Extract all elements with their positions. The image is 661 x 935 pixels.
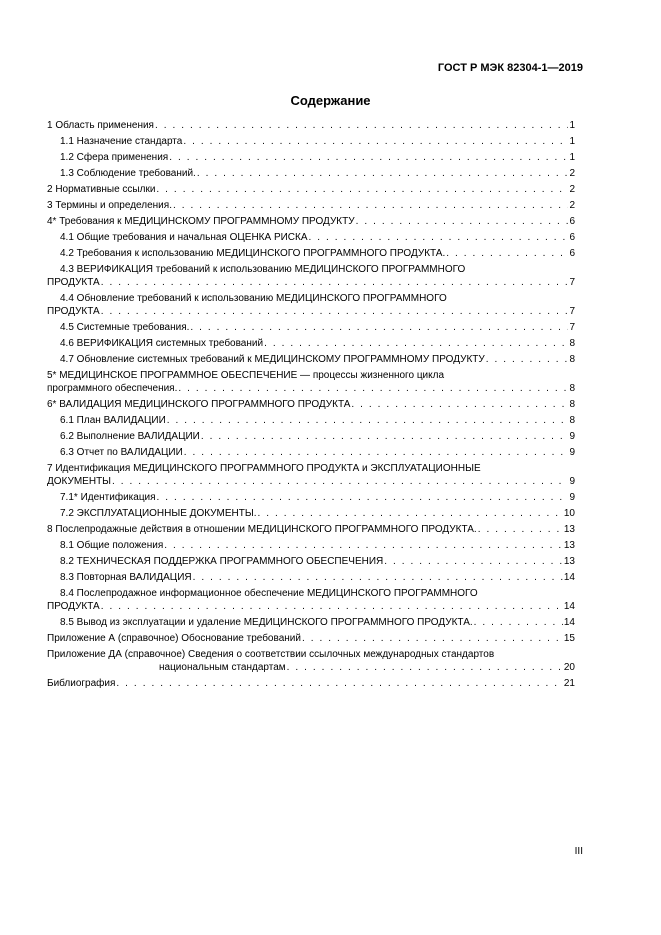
toc-entry[interactable]: 6.2 Выполнение ВАЛИДАЦИИ . . . 9 — [47, 430, 575, 443]
toc-page-number: 7 — [569, 322, 575, 333]
toc-entry[interactable]: 1.2 Сфера применения . . . 1 — [47, 151, 575, 164]
toc-page-number: 2 — [569, 184, 575, 195]
toc-page-number: 8 — [569, 383, 575, 394]
toc-entry[interactable]: Приложение ДА (справочное) Сведения о соответствии ссылочных международных стандартов национальным стандартам . . . 20 — [47, 648, 575, 674]
toc-page-number: 9 — [569, 492, 575, 503]
toc-entry[interactable]: 1 Область применения . . . 1 — [47, 119, 575, 132]
toc-entry[interactable]: 7.2 ЭКСПЛУАТАЦИОННЫЕ ДОКУМЕНТЫ. . . . 10 — [47, 507, 575, 520]
toc-entry[interactable]: 4* Требования к МЕДИЦИНСКОМУ ПРОГРАММНОМУ ПРОДУКТУ . . . 6 — [47, 215, 575, 228]
toc-entry[interactable]: 8.4 Послепродажное информационное обеспечение МЕДИЦИНСКОГО ПРОГРАММНОГО ПРОДУКТА . . . 14 — [47, 587, 575, 613]
toc-entry[interactable]: 4.7 Обновление системных требований к МЕДИЦИНСКОМУ ПРОГРАММНОМУ ПРОДУКТУ . . . 8 — [47, 353, 575, 366]
toc-page-number: 21 — [563, 678, 575, 689]
toc-entry[interactable]: 8.5 Вывод из эксплуатации и удаление МЕДИЦИНСКОГО ПРОГРАММНОГО ПРОДУКТА. . . . 14 — [47, 616, 575, 629]
toc-entry[interactable]: 8.3 Повторная ВАЛИДАЦИЯ . . . 14 — [47, 571, 575, 584]
toc-page-number: 7 — [569, 306, 575, 317]
toc-page-number: 13 — [563, 556, 575, 567]
toc-entry[interactable]: 2 Нормативные ссылки . . . 2 — [47, 183, 575, 196]
toc-entry[interactable]: 4.4 Обновление требований к использованию МЕДИЦИНСКОГО ПРОГРАММНОГО ПРОДУКТА . . . 7 — [47, 292, 575, 318]
toc-title: Содержание — [290, 93, 371, 108]
toc-page-number: 2 — [569, 200, 575, 211]
toc-page-number: 2 — [569, 168, 575, 179]
toc-page-number: 8 — [569, 399, 575, 410]
page-number: III — [574, 846, 583, 857]
toc-page-number: 8 — [569, 338, 575, 349]
toc-page-number: 8 — [569, 415, 575, 426]
toc-entry[interactable]: 3 Термины и определения. . . . 2 — [47, 199, 575, 212]
toc-page-number: 9 — [569, 476, 575, 487]
toc-entry[interactable]: 6* ВАЛИДАЦИЯ МЕДИЦИНСКОГО ПРОГРАММНОГО ПРОДУКТА . . . 8 — [47, 398, 575, 411]
toc-page-number: 1 — [569, 120, 575, 131]
toc-page-number: 14 — [563, 572, 575, 583]
toc-page-number: 7 — [569, 277, 575, 288]
toc-page-number: 9 — [569, 431, 575, 442]
toc-page-number: 6 — [569, 232, 575, 243]
toc-page-number: 9 — [569, 447, 575, 458]
toc-entry[interactable]: 4.6 ВЕРИФИКАЦИЯ системных требований . . . 8 — [47, 337, 575, 350]
toc-entry[interactable]: 5* МЕДИЦИНСКОЕ ПРОГРАММНОЕ ОБЕСПЕЧЕНИЕ — процессы жизненного цикла программного обеспечения. . . . 8 — [47, 369, 575, 395]
toc-page-number: 20 — [563, 662, 575, 673]
toc-entry[interactable]: 8.2 ТЕХНИЧЕСКАЯ ПОДДЕРЖКА ПРОГРАММНОГО ОБЕСПЕЧЕНИЯ . . . 13 — [47, 555, 575, 568]
toc-entry[interactable]: 6.3 Отчет по ВАЛИДАЦИИ . . . 9 — [47, 446, 575, 459]
toc-entry[interactable]: 6.1 План ВАЛИДАЦИИ . . . 8 — [47, 414, 575, 427]
table-of-contents — [47, 119, 575, 693]
toc-page-number: 1 — [569, 136, 575, 147]
toc-entry[interactable]: 7 Идентификация МЕДИЦИНСКОГО ПРОГРАММНОГО ПРОДУКТА и ЭКСПЛУАТАЦИОННЫЕ ДОКУМЕНТЫ . . . 9 — [47, 462, 575, 488]
toc-entry[interactable]: 1.1 Назначение стандарта . . . 1 — [47, 135, 575, 148]
toc-entry[interactable]: 8.1 Общие положения . . . 13 — [47, 539, 575, 552]
toc-page-number: 14 — [563, 617, 575, 628]
toc-page-number: 8 — [569, 354, 575, 365]
toc-page-number: 6 — [569, 248, 575, 259]
toc-page-number: 13 — [563, 540, 575, 551]
toc-page-number: 15 — [563, 633, 575, 644]
toc-entry[interactable]: Приложение А (справочное) Обоснование требований . . . 15 — [47, 632, 575, 645]
toc-entry[interactable]: 8 Послепродажные действия в отношении МЕДИЦИНСКОГО ПРОГРАММНОГО ПРОДУКТА. . . . 13 — [47, 523, 575, 536]
standard-code: ГОСТ Р МЭК 82304-1—2019 — [437, 62, 583, 74]
toc-page-number: 14 — [563, 601, 575, 612]
toc-page-number: 6 — [569, 216, 575, 227]
toc-page-number: 10 — [563, 508, 575, 519]
toc-entry[interactable]: 1.3 Соблюдение требований. . . . 2 — [47, 167, 575, 180]
toc-entry[interactable]: 4.2 Требования к использованию МЕДИЦИНСКОГО ПРОГРАММНОГО ПРОДУКТА. . . . 6 — [47, 247, 575, 260]
toc-entry[interactable]: 4.5 Системные требования. . . . 7 — [47, 321, 575, 334]
toc-page-number: 1 — [569, 152, 575, 163]
toc-page-number: 13 — [563, 524, 575, 535]
toc-entry[interactable]: 7.1* Идентификация . . . 9 — [47, 491, 575, 504]
toc-entry[interactable]: Библиография . . . 21 — [47, 677, 575, 690]
toc-entry[interactable]: 4.3 ВЕРИФИКАЦИЯ требований к использованию МЕДИЦИНСКОГО ПРОГРАММНОГО ПРОДУКТА . . . 7 — [47, 263, 575, 289]
toc-entry[interactable]: 4.1 Общие требования и начальная ОЦЕНКА РИСКА . . . 6 — [47, 231, 575, 244]
